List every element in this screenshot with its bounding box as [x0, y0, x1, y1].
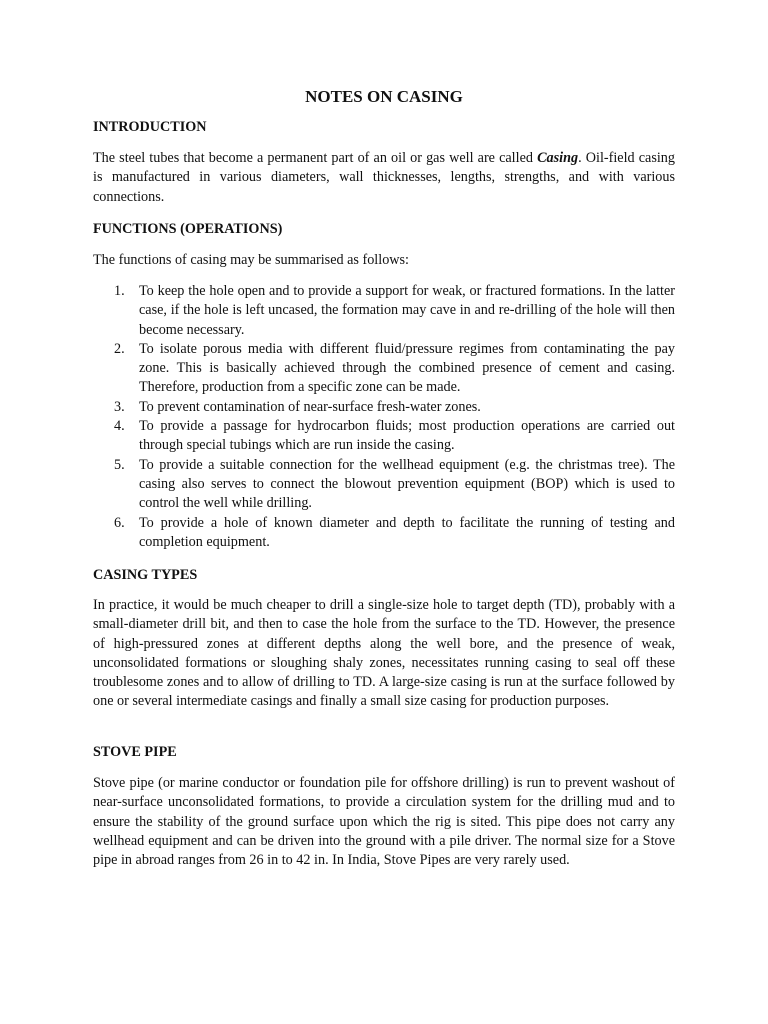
introduction-heading: INTRODUCTION [93, 119, 207, 135]
list-item-text: To provide a suitable connection for the wellhead equipment (e.g. the christmas tree). The casing also serves to connect the blowout prevention equipment (BOP) which is used to control the well while drilling. [139, 456, 675, 512]
casing-types-paragraph: In practice, it would be much cheaper to drill a single-size hole to target depth (TD), probably with a small-diameter drill bit, and then to case the hole from the surface to the TD. However, the presence of high-pressured zones at different depths along the well bore, and the presence of weak, unconsolidated formations or sloughing shaly zones, necessitates running casing to seal off these troublesome zones and to allow of drilling to TD. A large-size casing is run at the surface followed by one or several intermediate casings and finally a small size casing for production purposes. [93, 597, 675, 710]
list-item-number: 1. [114, 283, 125, 299]
list-item-number: 4. [114, 418, 125, 435]
introduction-paragraph [93, 149, 675, 207]
list-item [93, 398, 675, 417]
list-item-text: To keep the hole open and to provide a support for weak, or fractured formations. In the latter case, if the hole is left uncased, the formation may cave in and re-drilling of the hole will then become necessary. [139, 283, 675, 338]
list-item [93, 340, 675, 398]
casing-types-heading: CASING TYPES [93, 567, 198, 583]
list-item-text: To provide a passage for hydrocarbon fluids; most production operations are carried out through special tubings which are run inside the casing. [139, 418, 675, 454]
introduction-text-start: The steel tubes that become a permanent part of an oil or gas well are called [93, 150, 538, 166]
list-item-number: 3. [114, 398, 125, 415]
functions-heading: FUNCTIONS (OPERATIONS) [93, 221, 283, 237]
list-item-number: 2. [114, 340, 125, 357]
list-item [93, 417, 675, 456]
list-item [93, 282, 675, 340]
stove-pipe-heading: STOVE PIPE [93, 744, 177, 760]
page-title: NOTES ON CASING [305, 87, 463, 106]
casing-emphasis: Casing [537, 150, 579, 166]
functions-intro: The functions of casing may be summarised as follows: [93, 252, 409, 268]
list-item [93, 514, 675, 553]
list-item-text: To isolate porous media with different fluid/pressure regimes from contaminating the pay zone. This is basically achieved through the combined presence of cement and casing. Therefore, production from a specific zone can be made. [139, 340, 675, 396]
list-item-text: To prevent contamination of near-surface fresh-water zones. [139, 398, 481, 415]
list-item-number: 5. [114, 456, 125, 473]
introduction-text-end: . Oil-field casing is manufactured in various diameters, wall thicknesses, lengths, strengths, and with various connections. [93, 150, 675, 205]
stove-pipe-paragraph: Stove pipe (or marine conductor or foundation pile for offshore drilling) is run to prevent washout of near-surface unconsolidated formations, to provide a circulation system for the drilling mud and to ensure the stability of the ground surface upon which the rig is sited. This pipe does not carry any wellhead equipment and can be driven into the ground with a pile driver. The normal size for a Stove pipe in abroad ranges from 26 in to 42 in. In India, Stove Pipes are very rarely used. [93, 775, 675, 869]
list-item [93, 456, 675, 514]
functions-list [93, 282, 675, 552]
list-item-text: To provide a hole of known diameter and depth to facilitate the running of testing and completion equipment. [139, 514, 675, 550]
list-item-number: 6. [114, 514, 125, 531]
